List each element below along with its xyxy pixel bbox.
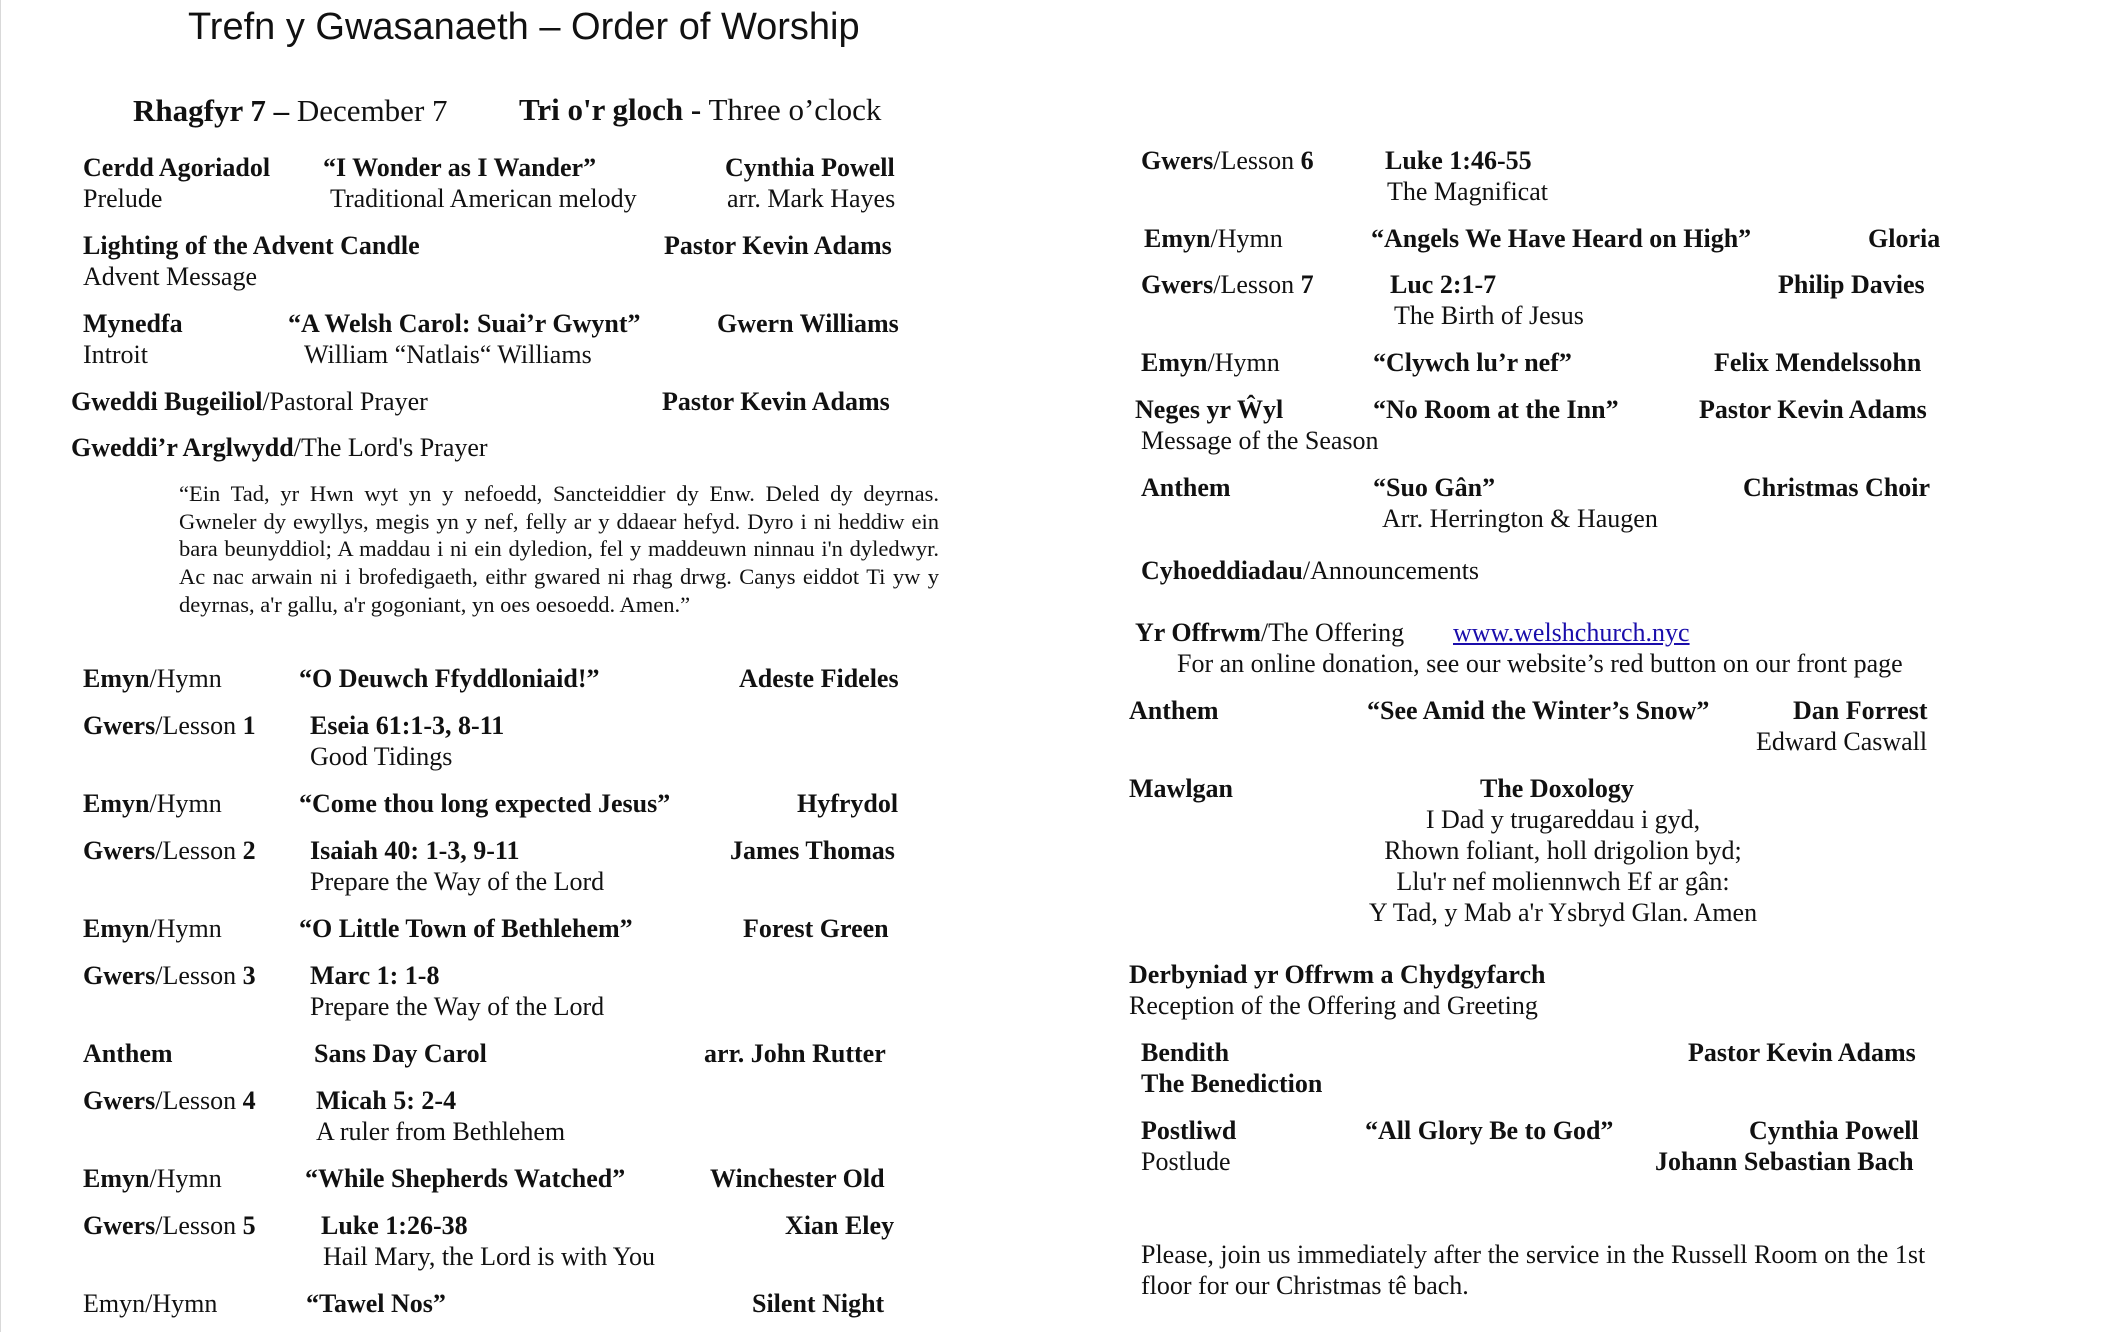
hymn4-welsh: Emyn xyxy=(83,1164,150,1193)
anthem2-title: “Suo Gân” xyxy=(1373,473,1496,502)
hymn2-title: “Come thou long expected Jesus” xyxy=(299,789,671,818)
hymn6-title: “Angels We Have Heard on High” xyxy=(1371,224,1752,253)
prelude-arranger: arr. Mark Hayes xyxy=(727,184,896,213)
benediction-english: The Benediction xyxy=(1141,1069,1323,1098)
doxology-title: The Doxology xyxy=(1480,774,1634,803)
lesson7-ref: Luc 2:1-7 xyxy=(1390,270,1497,299)
lesson7-reader: Philip Davies xyxy=(1778,270,1925,299)
hymn1-english: Hymn xyxy=(156,664,222,693)
lesson1-theme: Good Tidings xyxy=(310,742,453,771)
lesson4-english: Lesson xyxy=(162,1086,237,1115)
lesson5-reader: Xian Eley xyxy=(785,1211,895,1240)
time-welsh: Tri o'r gloch - xyxy=(519,92,702,127)
lesson5-num: 5 xyxy=(242,1211,256,1240)
hymn6-english: Hymn xyxy=(1217,224,1283,253)
lesson1-english: Lesson xyxy=(162,711,237,740)
candle-sub: Advent Message xyxy=(83,262,258,291)
lesson2-ref: Isaiah 40: 1-3, 9-11 xyxy=(310,836,520,865)
lesson4-welsh: Gwers xyxy=(83,1086,156,1115)
postlude-who: Cynthia Powell xyxy=(1749,1116,1919,1145)
anthem3-who2: Edward Caswall xyxy=(1756,727,1928,756)
lesson2-theme: Prepare the Way of the Lord xyxy=(310,867,605,896)
doxology-line: I Dad y trugareddau i gyd, xyxy=(1425,805,1701,834)
lesson2-reader: James Thomas xyxy=(730,836,895,865)
pastoral-welsh: Gweddi Bugeiliol xyxy=(71,387,263,416)
lesson6-welsh: Gwers xyxy=(1141,146,1214,175)
anthem3-title: “See Amid the Winter’s Snow” xyxy=(1367,696,1710,725)
anthem1-title: Sans Day Carol xyxy=(314,1039,487,1068)
prelude-welsh: Cerdd Agoriadol xyxy=(83,153,271,182)
hymn1-welsh: Emyn xyxy=(83,664,150,693)
lesson3-num: 3 xyxy=(242,961,256,990)
hymn1-tune: Adeste Fideles xyxy=(739,664,899,693)
prelude-subtitle: Traditional American melody xyxy=(330,184,637,213)
anthem1-label: Anthem xyxy=(83,1039,173,1068)
lesson7-label: Gwers/Lesson 7 xyxy=(1141,270,1314,299)
hymn3-title: “O Little Town of Bethlehem” xyxy=(299,914,633,943)
website-link[interactable]: www.welshchurch.nyc xyxy=(1453,618,1690,647)
introit-english: Introit xyxy=(83,340,148,369)
introit-subtitle: William “Natlais“ Williams xyxy=(304,340,592,369)
hymn3-label: Emyn/Hymn xyxy=(83,914,222,943)
hymn4-tune: Winchester Old xyxy=(710,1164,885,1193)
prelude-english: Prelude xyxy=(83,184,163,213)
hymn6-tune: Gloria xyxy=(1868,224,1941,253)
lesson5-welsh: Gwers xyxy=(83,1211,156,1240)
hymn7-title: “Clywch lu’r nef” xyxy=(1373,348,1572,377)
lesson2-num: 2 xyxy=(242,836,256,865)
reception-welsh: Derbyniad yr Offrwm a Chydgyfarch xyxy=(1129,960,1546,989)
lesson2-label: Gwers/Lesson 2 xyxy=(83,836,256,865)
closing-line: floor for our Christmas tê bach. xyxy=(1141,1271,1469,1300)
offering-label: Yr Offrwm/The Offering xyxy=(1135,618,1405,647)
lesson4-ref: Micah 5: 2-4 xyxy=(316,1086,457,1115)
offering-english: The Offering xyxy=(1268,618,1405,647)
prelude-performer: Cynthia Powell xyxy=(725,153,895,182)
announcements-english: Announcements xyxy=(1310,556,1480,585)
hymn6-label: Emyn/Hymn xyxy=(1144,224,1283,253)
message-who: Pastor Kevin Adams xyxy=(1699,395,1927,424)
lesson1-label: Gwers/Lesson 1 xyxy=(83,711,256,740)
hymn7-tune: Felix Mendelssohn xyxy=(1714,348,1922,377)
lords-welsh: Gweddi’r Arglwydd xyxy=(71,433,294,462)
anthem3-label: Anthem xyxy=(1129,696,1219,725)
postlude-english: Postlude xyxy=(1141,1147,1231,1176)
hymn2-welsh: Emyn xyxy=(83,789,150,818)
lords-english: The Lord's Prayer xyxy=(300,433,488,462)
hymn2-label: Emyn/Hymn xyxy=(83,789,222,818)
lesson6-num: 6 xyxy=(1300,146,1314,175)
benediction-welsh: Bendith xyxy=(1141,1038,1230,1067)
message-title: “No Room at the Inn” xyxy=(1373,395,1619,424)
lesson3-ref: Marc 1: 1-8 xyxy=(310,961,440,990)
lesson6-theme: The Magnificat xyxy=(1387,177,1548,206)
lesson5-label: Gwers/Lesson 5 xyxy=(83,1211,256,1240)
prelude-title: “I Wonder as I Wander” xyxy=(323,153,597,182)
lesson1-ref: Eseia 61:1-3, 8-11 xyxy=(310,711,505,740)
doxology-line: Llu'r nef moliennwch Ef ar gân: xyxy=(1396,867,1730,896)
doxology-label: Mawlgan xyxy=(1129,774,1233,803)
hymn4-title: “While Shepherds Watched” xyxy=(305,1164,626,1193)
lesson2-welsh: Gwers xyxy=(83,836,156,865)
lesson1-num: 1 xyxy=(242,711,256,740)
hymn5-title: “Tawel Nos” xyxy=(306,1289,446,1318)
offering-welsh: Yr Offrwm xyxy=(1135,618,1261,647)
prayer-text: “Ein Tad, yr Hwn wyt yn y nefoedd, Sancteiddier dy Enw. Deled dy deyrnas. Gwneler dy ewyllys, megis yn y nef, felly ar y ddaear hefyd. Dyro i ni heddiw ein bara beunyddiol; A maddau i ni ein dyledion, fel y maddeuwn ninnau i'n dyledwyr. Ac nac arwain ni i brofedigaeth, eithr gwared ni rhag drwg. Canys eiddot Ti yw y deyrnas, a'r gallu, a'r gogoniant, yn oes oesoedd. Amen.” xyxy=(179,481,939,617)
lesson6-ref: Luke 1:46-55 xyxy=(1385,146,1532,175)
lesson4-label: Gwers/Lesson 4 xyxy=(83,1086,256,1115)
hymn4-label: Emyn/Hymn xyxy=(83,1164,222,1193)
message-welsh: Neges yr Ŵyl xyxy=(1135,395,1284,424)
anthem1-who: arr. John Rutter xyxy=(704,1039,886,1068)
anthem3-who: Dan Forrest xyxy=(1793,696,1928,725)
date-english: December 7 xyxy=(296,93,448,128)
anthem2-label: Anthem xyxy=(1141,473,1231,502)
offering-note: For an online donation, see our website’s red button on our front page xyxy=(1177,649,1903,678)
time-english: Three o’clock xyxy=(708,92,882,127)
reception-english: Reception of the Offering and Greeting xyxy=(1129,991,1538,1020)
lesson3-theme: Prepare the Way of the Lord xyxy=(310,992,605,1021)
lesson6-label: Gwers/Lesson 6 xyxy=(1141,146,1314,175)
announcements-welsh: Cyhoeddiadau xyxy=(1141,556,1303,585)
lesson5-theme: Hail Mary, the Lord is with You xyxy=(323,1242,655,1271)
hymn1-label: Emyn/Hymn xyxy=(83,664,222,693)
anthem2-who: Christmas Choir xyxy=(1743,473,1931,502)
lesson5-ref: Luke 1:26-38 xyxy=(321,1211,468,1240)
lesson7-theme: The Birth of Jesus xyxy=(1394,301,1584,330)
service-date xyxy=(133,95,448,126)
hymn2-english: Hymn xyxy=(156,789,222,818)
announcements: Cyhoeddiadau/Announcements xyxy=(1141,556,1480,585)
introit-welsh: Mynedfa xyxy=(83,309,183,338)
doxology-line: Rhown foliant, holl drigolion byd; xyxy=(1384,836,1742,865)
lesson3-english: Lesson xyxy=(162,961,237,990)
lesson7-welsh: Gwers xyxy=(1141,270,1214,299)
lords-prayer: Gweddi’r Arglwydd/The Lord's Prayer xyxy=(71,433,488,462)
pastoral-who: Pastor Kevin Adams xyxy=(662,387,890,416)
lesson5-english: Lesson xyxy=(162,1211,237,1240)
lesson1-welsh: Gwers xyxy=(83,711,156,740)
hymn4-english: Hymn xyxy=(156,1164,222,1193)
service-time xyxy=(519,94,881,125)
message-english: Message of the Season xyxy=(1141,426,1379,455)
date-welsh: Rhagfyr 7 – xyxy=(133,93,290,128)
hymn6-welsh: Emyn xyxy=(1144,224,1211,253)
closing-line: Please, join us immediately after the service in the Russell Room on the 1st xyxy=(1141,1240,1926,1269)
lesson3-label: Gwers/Lesson 3 xyxy=(83,961,256,990)
hymn3-tune: Forest Green xyxy=(743,914,889,943)
introit-title: “A Welsh Carol: Suai’r Gwynt” xyxy=(288,309,641,338)
introit-who: Gwern Williams xyxy=(717,309,899,338)
hymn3-welsh: Emyn xyxy=(83,914,150,943)
hymn3-english: Hymn xyxy=(156,914,222,943)
hymn7-label: Emyn/Hymn xyxy=(1141,348,1280,377)
benediction-who: Pastor Kevin Adams xyxy=(1688,1038,1916,1067)
lesson2-english: Lesson xyxy=(162,836,237,865)
hymn5-tune: Silent Night xyxy=(752,1289,885,1318)
lesson7-english: Lesson xyxy=(1220,270,1295,299)
hymn7-welsh: Emyn xyxy=(1141,348,1208,377)
hymn7-english: Hymn xyxy=(1214,348,1280,377)
hymn5-label: Emyn/Hymn xyxy=(83,1289,218,1318)
lesson7-num: 7 xyxy=(1300,270,1314,299)
doxology-line: Y Tad, y Mab a'r Ysbryd Glan. Amen xyxy=(1368,898,1758,927)
candle-label: Lighting of the Advent Candle xyxy=(83,231,420,260)
postlude-who2: Johann Sebastian Bach xyxy=(1655,1147,1914,1176)
page-edge xyxy=(0,0,1,1332)
lesson3-welsh: Gwers xyxy=(83,961,156,990)
pastoral-prayer: Gweddi Bugeiliol/Pastoral Prayer xyxy=(71,387,428,416)
lesson6-english: Lesson xyxy=(1220,146,1295,175)
postlude-title: “All Glory Be to God” xyxy=(1365,1116,1614,1145)
candle-who: Pastor Kevin Adams xyxy=(664,231,892,260)
lesson4-num: 4 xyxy=(242,1086,256,1115)
hymn2-tune: Hyfrydol xyxy=(797,789,899,818)
anthem2-subtitle: Arr. Herrington & Haugen xyxy=(1382,504,1658,533)
hymn1-title: “O Deuwch Ffyddloniaid!” xyxy=(299,664,600,693)
pastoral-english: Pastoral Prayer xyxy=(269,387,428,416)
lesson4-theme: A ruler from Bethlehem xyxy=(316,1117,566,1146)
page-title: Trefn y Gwasanaeth – Order of Worship xyxy=(188,6,860,48)
postlude-welsh: Postliwd xyxy=(1141,1116,1237,1145)
